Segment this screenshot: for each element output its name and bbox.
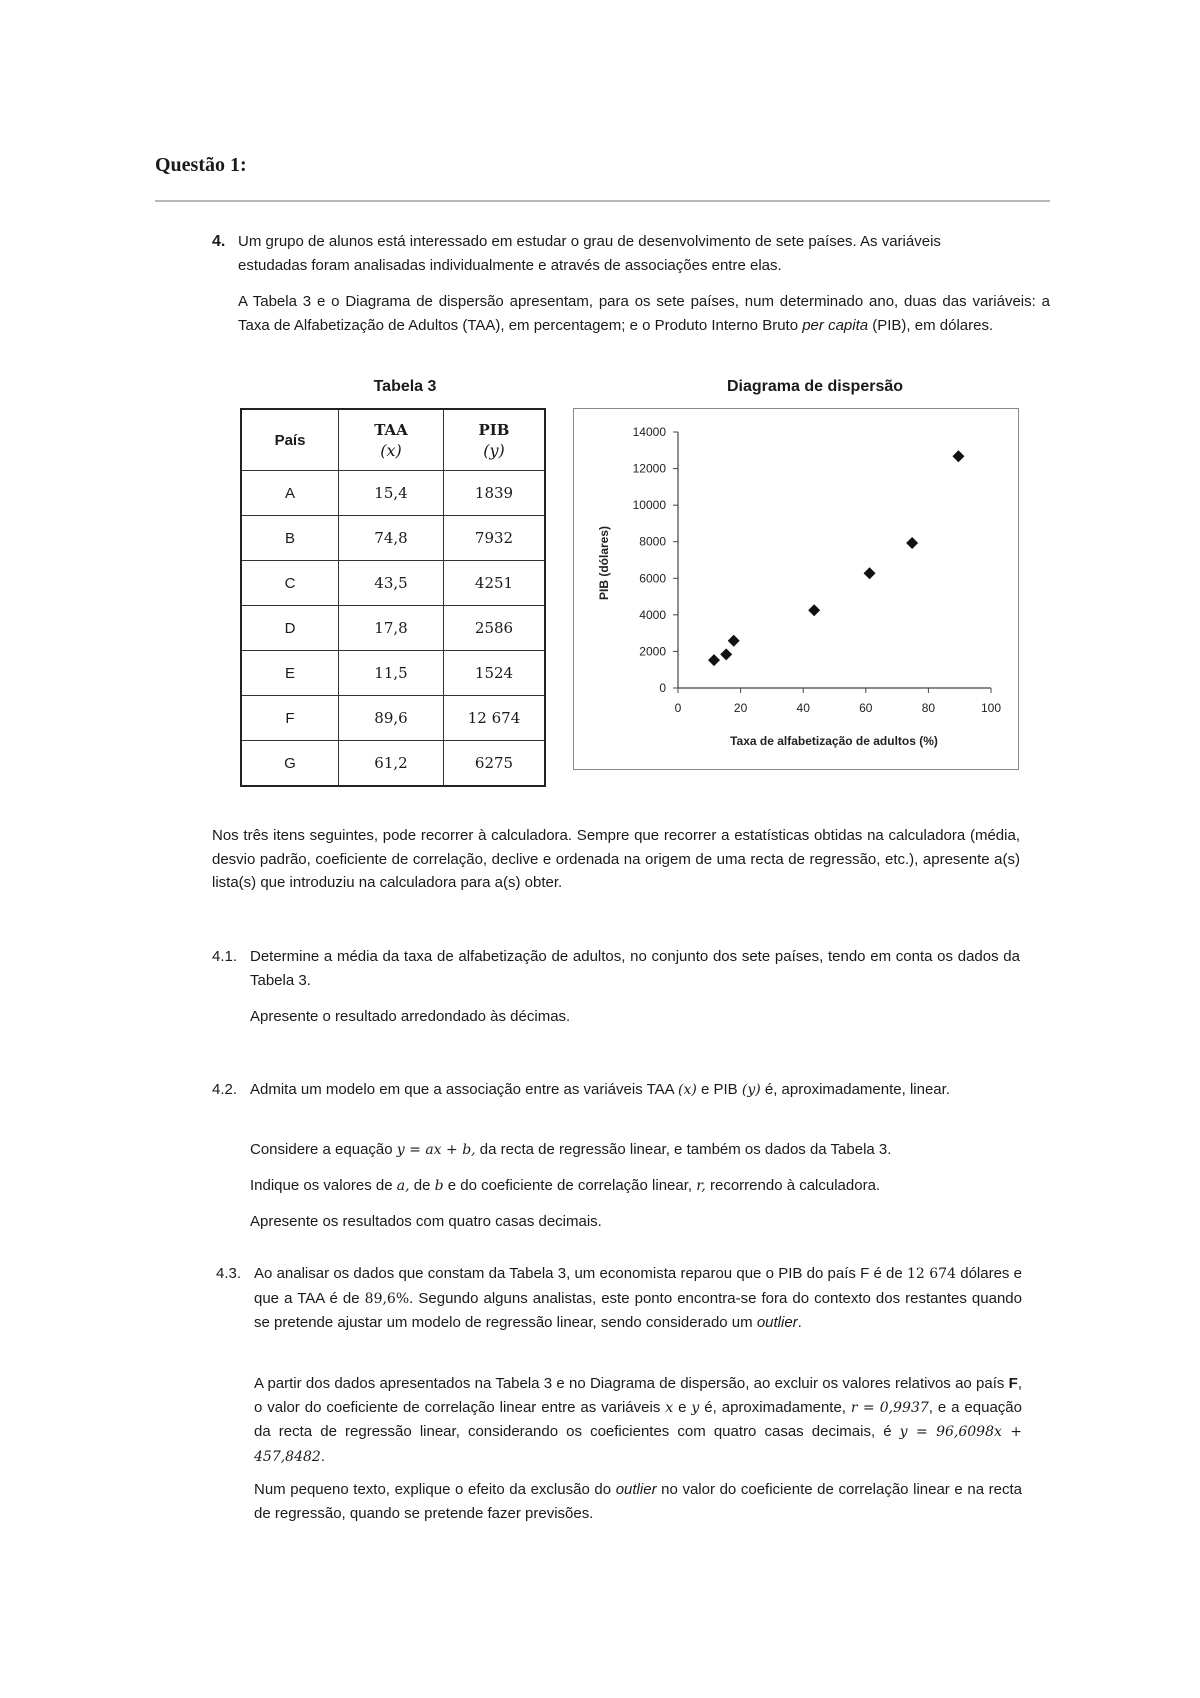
question-4-2-note: Apresente os resultados com quatro casas decimais. [250, 1213, 602, 1230]
calculator-note: Nos três itens seguintes, pode recorrer à calculadora. Sempre que recorrer a estatísticas obtidas na calculadora (média, desvio padrão, coeficiente de correlação, declive e ordenada na origem de uma recta de regressão, etc.), apresente a(s) lista(s) que introduziu na calculadora para a(s) obter. [212, 827, 1020, 891]
q43-text: , o valor do coeficiente de correlação linear entre as variáveis [254, 1375, 1022, 1416]
cell-taa: 11,5 [339, 651, 444, 696]
q42-math-y: (y) [741, 1082, 761, 1098]
q43-text: A partir dos dados apresentados na Tabela 3 e no Diagrama de dispersão, ao excluir os valores relativos ao país [254, 1375, 1009, 1392]
q43-value: 12 674 [906, 1266, 956, 1282]
y-tick-label: 4000 [639, 607, 666, 622]
q42-text: e do coeficiente de correlação linear, [443, 1177, 697, 1194]
x-tick-label: 60 [859, 701, 873, 715]
q42-text: Considere a equação [250, 1141, 397, 1158]
x-axis-label: Taxa de alfabetização de adultos (%) [730, 734, 938, 748]
cell-pib: 1839 [444, 471, 546, 516]
header-taa-symbol: (x) [380, 440, 402, 460]
question-4-1-text: Determine a média da taxa de alfabetização de adultos, no conjunto dos sete países, tendo em conta os dados da Tabela 3. [250, 948, 1020, 989]
cell-pib: 1524 [444, 651, 546, 696]
data-point [728, 635, 740, 647]
cell-taa: 17,8 [339, 606, 444, 651]
cell-taa: 43,5 [339, 561, 444, 606]
data-point [708, 654, 720, 666]
q42-math-x: (x) [678, 1082, 697, 1098]
header-country: País [241, 409, 339, 471]
q43-country-f: F [1008, 1375, 1018, 1392]
question-4-p2-text-end: (PIB), em dólares. [868, 316, 994, 334]
question-4-intro-line2: estudadas foram analisadas individualmente e através de associações entre elas. [238, 256, 782, 274]
question-4-p2-text: A Tabela 3 e o Diagrama de dispersão apresentam, para os sete países, num determinado ano, duas das variáveis: a Taxa de Alfabetização de Adultos (TAA), em percentagem; e o Produto Interno Bruto [238, 293, 1050, 334]
q43-text: Ao analisar os dados que constam da Tabela 3, um economista reparou que o PIB do país F é de [254, 1265, 907, 1282]
q43-text: no valor do coeficiente de correlação linear e na recta de regressão, quando se pretende fazer previsões. [254, 1481, 1022, 1522]
q43-outlier-term: outlier [615, 1481, 657, 1498]
y-tick-label: 2000 [639, 644, 666, 659]
y-tick-label: 12000 [632, 461, 666, 476]
cell-pib: 12 674 [444, 696, 546, 741]
question-4-2-text [250, 1078, 1022, 1103]
q42-text: de [409, 1177, 435, 1194]
x-tick-label: 100 [980, 701, 1002, 715]
cell-pib: 7932 [444, 516, 546, 561]
q42-text: Indique os valores de [250, 1177, 397, 1194]
x-tick-label: 0 [674, 701, 682, 715]
x-tick-label: 80 [921, 701, 936, 715]
q42-math-r: r, [696, 1178, 706, 1194]
question-4-1-number: 4.1. [212, 948, 238, 965]
cell-taa: 15,4 [339, 471, 444, 516]
q42-text: Admita um modelo em que a associação entre as variáveis TAA [250, 1081, 678, 1098]
cell-taa: 89,6 [339, 696, 444, 741]
q43-regression-equation: y = 96,6098x + 457,8482 [254, 1424, 1022, 1465]
y-tick-label: 0 [659, 681, 666, 695]
q43-math-x: x [665, 1399, 674, 1416]
question-4-2-indicate-line [250, 1174, 1022, 1199]
q42-text: e PIB [696, 1081, 742, 1098]
table-header-row [241, 409, 545, 471]
q43-text: e [673, 1398, 692, 1416]
chart-frame [573, 408, 1019, 770]
question-4-intro-line1: Um grupo de alunos está interessado em estudar o grau de desenvolvimento de sete países. As variáveis [238, 233, 941, 250]
y-tick-label: 6000 [639, 571, 666, 586]
table-row [241, 651, 545, 696]
chart-title: Diagrama de dispersão [726, 378, 904, 395]
scatter-chart [574, 409, 1018, 769]
q42-text: da recta de regressão linear, e também os dados da Tabela 3. [475, 1141, 892, 1158]
table-row [241, 516, 545, 561]
cell-country: C [241, 561, 339, 606]
header-taa-label: TAA [374, 420, 408, 439]
q43-text: . [797, 1314, 802, 1331]
divider [155, 200, 1050, 202]
question-4-1-note: Apresente o resultado arredondado às décimas. [250, 1008, 571, 1025]
question-4-intro [238, 230, 1050, 277]
cell-country: E [241, 651, 339, 696]
chart-points [708, 450, 964, 666]
question-4-paragraph-2 [238, 290, 1050, 337]
q43-outlier-term: outlier [756, 1314, 798, 1331]
table-row [241, 741, 545, 787]
table-caption: Tabela 3 [373, 378, 437, 395]
question-4-2-equation-line [250, 1138, 1022, 1163]
cell-taa: 61,2 [339, 741, 444, 787]
q43-value: 89,6% [364, 1290, 410, 1307]
q43-text: , e a equação da recta de regressão linear, considerando os coeficientes com quatro casas decimais, é [254, 1398, 1022, 1440]
header-pib-label: PIB [478, 420, 510, 439]
table-row [241, 561, 545, 606]
table-row [241, 471, 545, 516]
q42-equation: y = ax + b, [396, 1142, 476, 1158]
question-4-p2-italic: per capita [802, 316, 869, 334]
q43-correlation-value: r = 0,9937 [850, 1399, 929, 1416]
cell-pib: 2586 [444, 606, 546, 651]
cell-pib: 4251 [444, 561, 546, 606]
question-4-2-number: 4.2. [212, 1081, 238, 1098]
cell-country: D [241, 606, 339, 651]
table-row [241, 606, 545, 651]
data-point [952, 450, 964, 462]
cell-country: G [241, 741, 339, 787]
q43-text: é, aproximadamente, [699, 1398, 851, 1416]
y-axis-label: PIB (dólares) [597, 525, 611, 601]
data-table [240, 408, 546, 787]
q43-text: . Segundo alguns analistas, este ponto encontra-se fora do contexto dos restantes quando se pretende ajustar um modelo de regressão linear, sendo considerado um [254, 1289, 1022, 1331]
q42-text: recorrendo à calculadora. [705, 1177, 881, 1194]
question-4-3-paragraph-3 [254, 1478, 1022, 1525]
cell-country: A [241, 471, 339, 516]
chart-axes [633, 425, 1002, 715]
q42-math-b: b [434, 1178, 444, 1194]
q43-text: . [320, 1447, 325, 1465]
question-4-3-number: 4.3. [216, 1265, 242, 1282]
q43-text: Num pequeno texto, explique o efeito da exclusão do [254, 1481, 616, 1498]
question-4-number: 4. [212, 233, 226, 250]
page-heading: Questão 1: [155, 154, 247, 176]
data-point [720, 648, 732, 660]
question-4-3-paragraph-1 [254, 1262, 1022, 1335]
data-point [906, 537, 918, 549]
header-taa [339, 409, 444, 471]
header-pib-symbol: (y) [483, 440, 505, 460]
question-4-3-paragraph-2 [254, 1372, 1022, 1469]
cell-country: F [241, 696, 339, 741]
x-tick-label: 20 [733, 701, 748, 715]
cell-taa: 74,8 [339, 516, 444, 561]
q42-math-a: a, [396, 1178, 410, 1194]
y-tick-label: 10000 [632, 498, 666, 513]
cell-country: B [241, 516, 339, 561]
x-tick-label: 40 [796, 701, 810, 715]
data-point [864, 567, 876, 579]
table-row [241, 696, 545, 741]
q42-text: é, aproximadamente, linear. [760, 1081, 950, 1098]
y-tick-label: 14000 [632, 425, 666, 439]
data-point [808, 604, 820, 616]
q43-math-y: y [691, 1399, 700, 1416]
q43-text: dólares e que a TAA é de [254, 1265, 1022, 1307]
cell-pib: 6275 [444, 741, 546, 787]
header-pib [444, 409, 546, 471]
y-tick-label: 8000 [639, 534, 666, 549]
